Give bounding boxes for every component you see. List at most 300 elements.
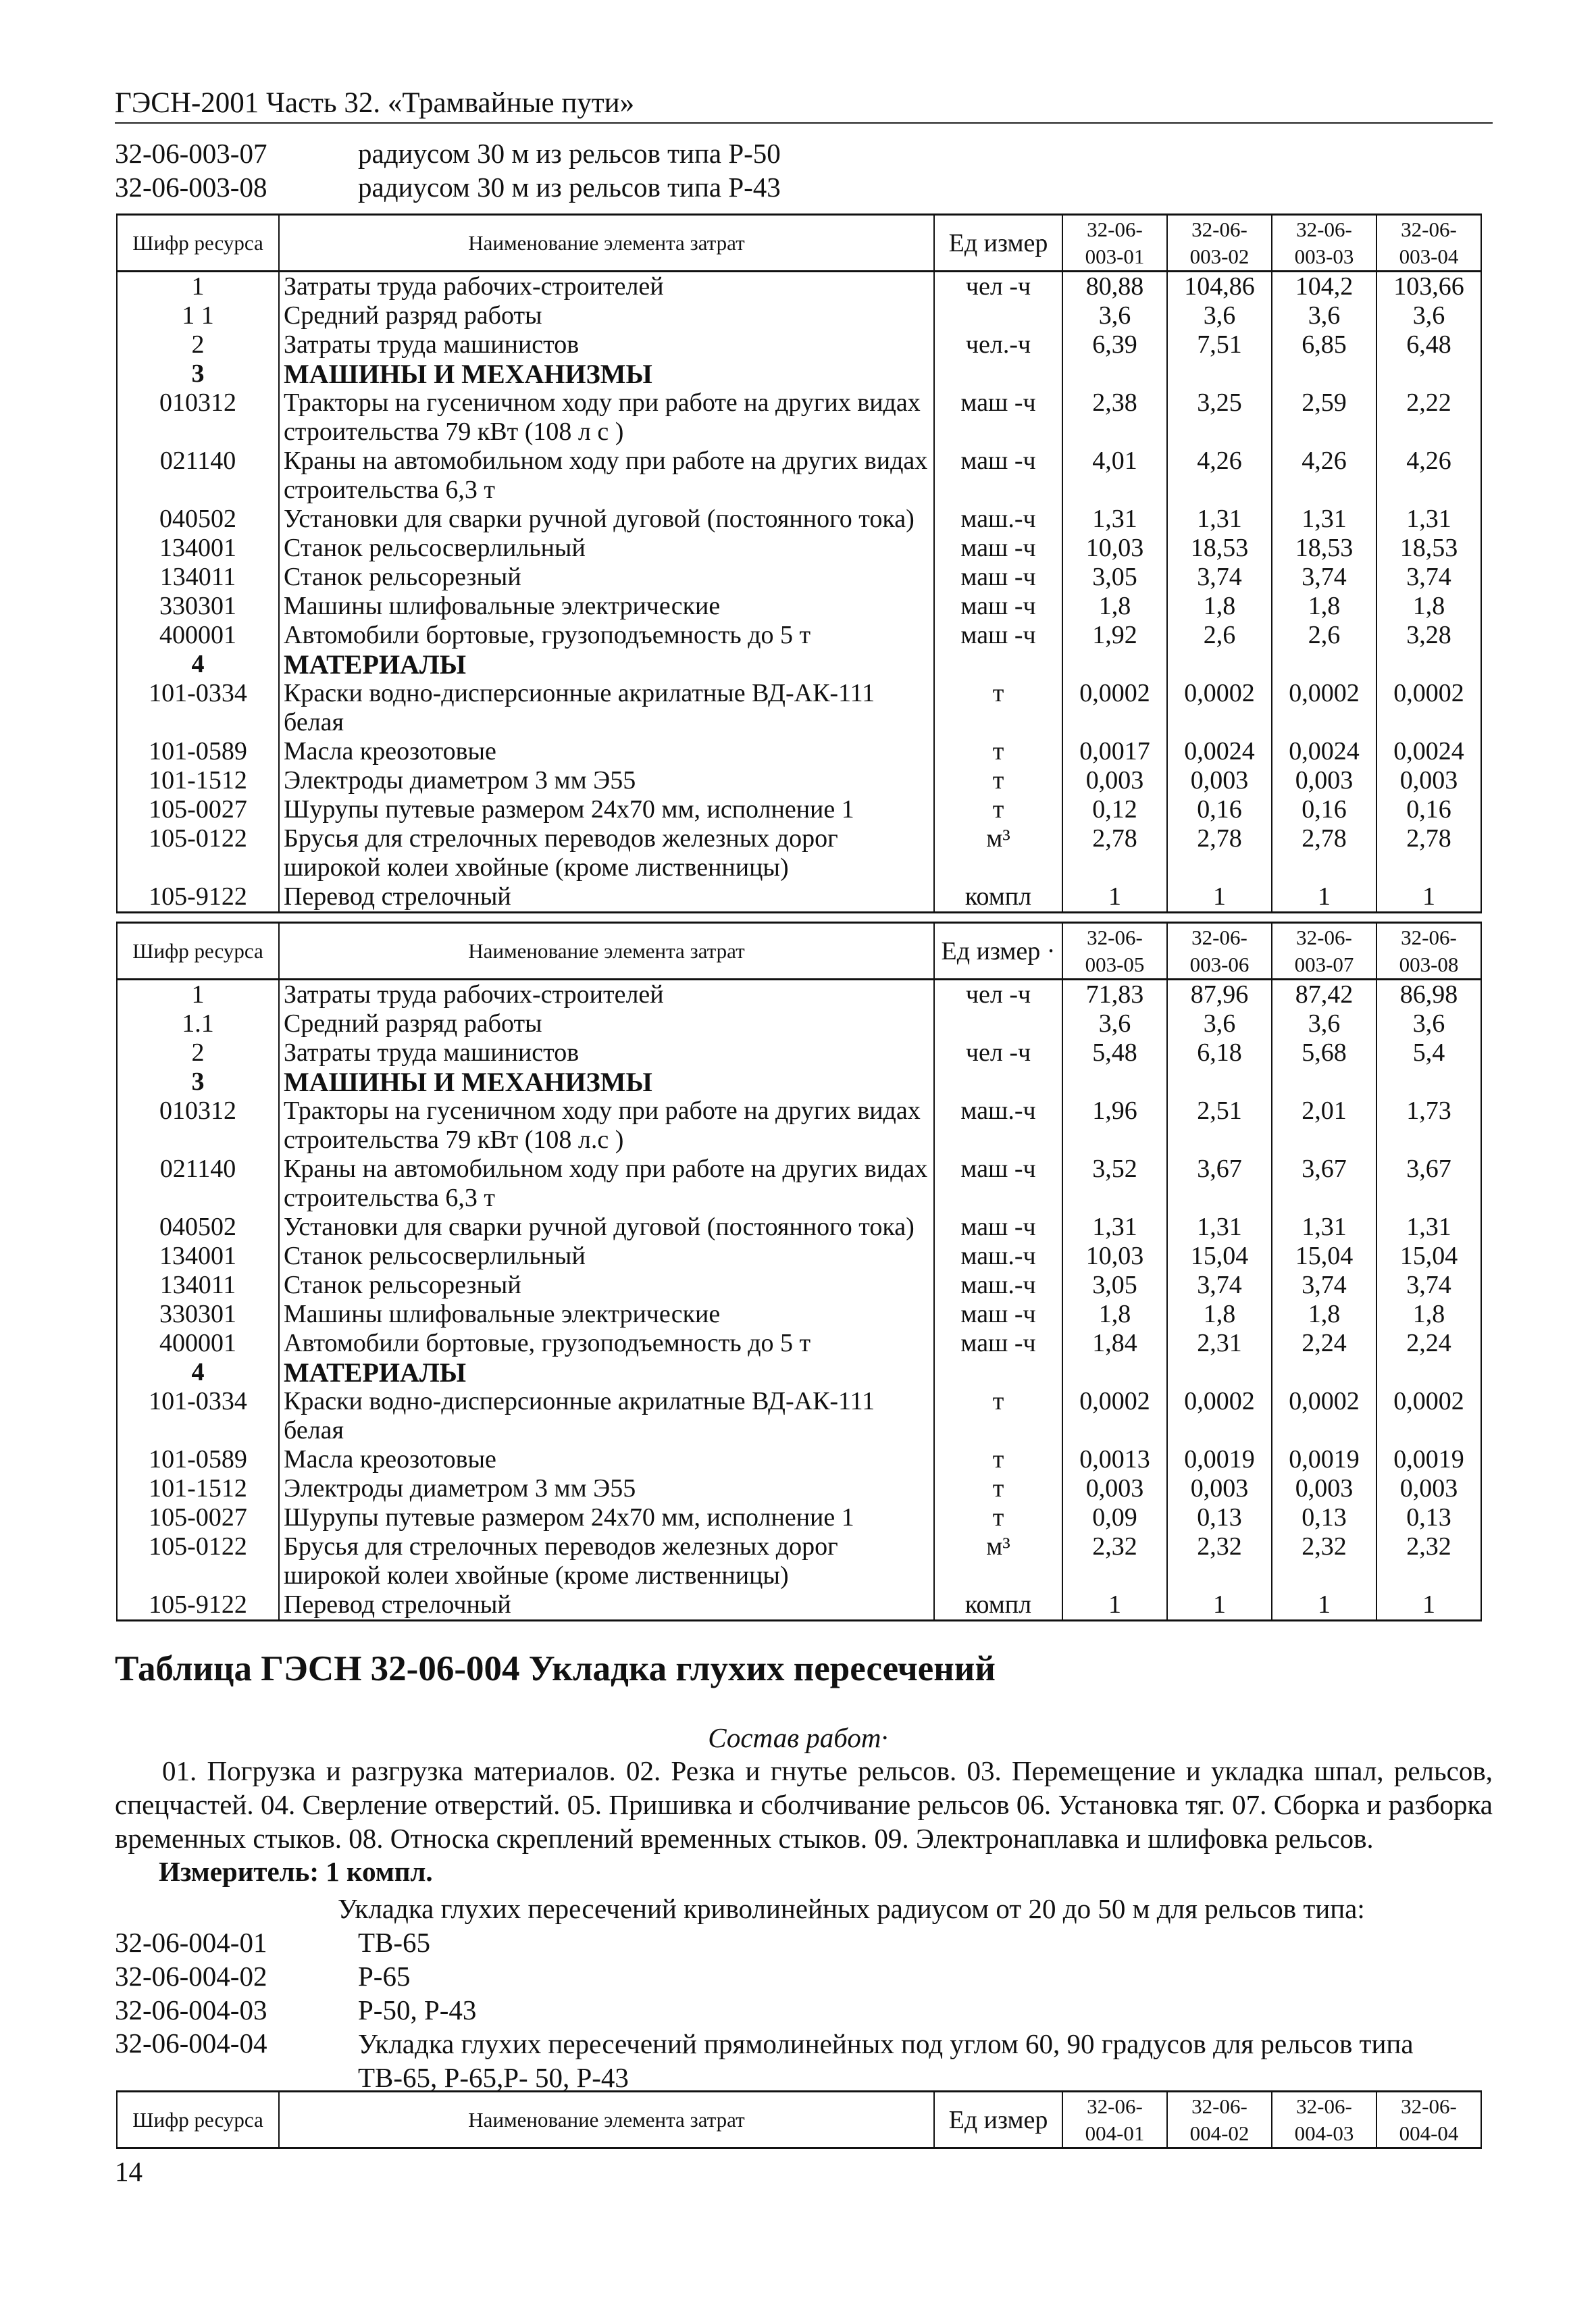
cell-code: 101-0589 (117, 737, 279, 766)
resource-table-1 (116, 213, 1482, 913)
cell-value: 2,51 (1167, 1097, 1272, 1155)
cell-value (1272, 1358, 1376, 1387)
cell-name: Машины шлифовальные электрические (279, 1300, 934, 1329)
section-items (115, 1892, 1499, 2094)
header-norm-code: 32-06- 003-05 (1062, 923, 1167, 980)
cell-value: 2,78 (1272, 824, 1376, 882)
cell-value: 1 (1167, 1590, 1272, 1621)
header-norm-code: 32-06- 003-04 (1376, 215, 1481, 272)
cell-code: 101-0334 (117, 679, 279, 737)
header-norm-code: 32-06- 003-08 (1376, 923, 1481, 980)
cell-unit: м³ (934, 1532, 1062, 1590)
header-name: Наименование элемента затрат (279, 923, 934, 980)
cell-value: 1,8 (1376, 592, 1481, 621)
cell-unit: маш -ч (934, 388, 1062, 447)
cell-code: 105-9122 (117, 1590, 279, 1621)
table-row (117, 1532, 1481, 1590)
cell-code: 134011 (117, 563, 279, 592)
table-row (117, 1387, 1481, 1445)
cell-value: 2,38 (1062, 388, 1167, 447)
cell-value: 1,31 (1167, 505, 1272, 534)
table-row (117, 592, 1481, 621)
table-row (117, 388, 1481, 447)
header-row (117, 923, 1481, 980)
cell-unit: т (934, 1474, 1062, 1503)
cell-value: 1,92 (1062, 621, 1167, 650)
cell-unit: чел -ч (934, 980, 1062, 1010)
cell-name: Автомобили бортовые, грузоподъемность до 5 т (279, 621, 934, 650)
cell-unit: маш -ч (934, 563, 1062, 592)
table-row (117, 795, 1481, 824)
cell-value: 5,48 (1062, 1038, 1167, 1067)
cell-unit: чел -ч (934, 1038, 1062, 1067)
cell-value: 2,6 (1167, 621, 1272, 650)
cell-value: 3,74 (1167, 1271, 1272, 1300)
cell-value: 0,0017 (1062, 737, 1167, 766)
cell-value: 1,8 (1272, 592, 1376, 621)
cell-name: Шурупы путевые размером 24x70 мм, исполнение 1 (279, 795, 934, 824)
resource-table-3 (116, 2090, 1482, 2149)
table-row (117, 1038, 1481, 1067)
cell-value: 1,31 (1062, 1213, 1167, 1242)
cell-value: 1,31 (1062, 505, 1167, 534)
cell-value (1062, 1358, 1167, 1387)
header-unit: Ед измер (934, 2092, 1062, 2148)
cell-value: 2,01 (1272, 1097, 1376, 1155)
cell-value: 86,98 (1376, 980, 1481, 1010)
cell-value: 0,13 (1272, 1503, 1376, 1532)
cell-value: 3,25 (1167, 388, 1272, 447)
header-unit: Ед измер (934, 215, 1062, 272)
cell-name: Станок рельсосверлильный (279, 534, 934, 563)
cell-value: 0,003 (1272, 766, 1376, 795)
cell-value: 15,04 (1376, 1242, 1481, 1271)
table-row (117, 563, 1481, 592)
header-name: Наименование элемента затрат (279, 215, 934, 272)
cell-value: 4,26 (1167, 447, 1272, 505)
table-row (117, 1009, 1481, 1038)
header-row (117, 215, 1481, 272)
cell-unit: маш -ч (934, 621, 1062, 650)
cell-value: 1 (1376, 1590, 1481, 1621)
cell-code: 400001 (117, 1329, 279, 1358)
cell-value: 1,8 (1376, 1300, 1481, 1329)
cell-value: 0,0002 (1167, 679, 1272, 737)
cell-value: 3,74 (1272, 1271, 1376, 1300)
cell-unit: т (934, 795, 1062, 824)
cell-code: 134001 (117, 1242, 279, 1271)
cell-value: 2,31 (1167, 1329, 1272, 1358)
cell-code: 4 (117, 1358, 279, 1387)
cell-value: 1 (1062, 882, 1167, 913)
cell-name: Затраты труда машинистов (279, 330, 934, 359)
table-row (117, 1271, 1481, 1300)
cell-unit: т (934, 1445, 1062, 1474)
cell-value: 0,16 (1272, 795, 1376, 824)
cell-value: 1 (1062, 1590, 1167, 1621)
cell-code: 4 (117, 650, 279, 679)
cell-name: Станок рельсорезный (279, 1271, 934, 1300)
cell-value: 3,6 (1062, 1009, 1167, 1038)
cell-value: 0,003 (1167, 1474, 1272, 1503)
cell-value: 2,32 (1167, 1532, 1272, 1590)
cell-value: 7,51 (1167, 330, 1272, 359)
cell-value: 0,0002 (1376, 1387, 1481, 1445)
cell-value: 2,32 (1062, 1532, 1167, 1590)
cell-name: Брусья для стрелочных переводов железных дорог широкой колеи хвойные (кроме лиственницы) (279, 1532, 934, 1590)
cell-code: 101-0589 (117, 1445, 279, 1474)
cell-code: 010312 (117, 388, 279, 447)
header-norm-code: 32-06- 003-07 (1272, 923, 1376, 980)
cell-unit: маш.-ч (934, 505, 1062, 534)
cell-value: 0,12 (1062, 795, 1167, 824)
cell-name: Средний разряд работы (279, 301, 934, 330)
cell-value: 0,0024 (1272, 737, 1376, 766)
table-row (117, 824, 1481, 882)
cell-code: 021140 (117, 447, 279, 505)
cell-code: 2 (117, 330, 279, 359)
table-row (117, 1155, 1481, 1213)
header-row (117, 2092, 1481, 2148)
cell-value (1167, 650, 1272, 679)
cell-value: 3,6 (1376, 1009, 1481, 1038)
table-row (117, 447, 1481, 505)
cell-value: 0,0019 (1272, 1445, 1376, 1474)
cell-code: 101-1512 (117, 1474, 279, 1503)
cell-value: 0,0002 (1376, 679, 1481, 737)
cell-unit: компл (934, 882, 1062, 913)
cell-name: МАШИНЫ И МЕХАНИЗМЫ (279, 359, 934, 388)
cell-value (1272, 359, 1376, 388)
cell-value (1376, 650, 1481, 679)
cell-value: 3,6 (1272, 1009, 1376, 1038)
cell-unit: маш -ч (934, 447, 1062, 505)
cell-value (1376, 1358, 1481, 1387)
cell-value (1376, 1067, 1481, 1097)
line-text: Укладка глухих пересечений прямолинейных под углом 60, 90 градусов для рельсов типа ТВ-65, Р-65,Р- 50, Р-43 (358, 2028, 1414, 2093)
cell-name: Электроды диаметром 3 мм Э55 (279, 766, 934, 795)
cell-name: Тракторы на гусеничном ходу при работе на других видах строительства 79 кВт (108 л с ) (279, 388, 934, 447)
cell-value: 6,48 (1376, 330, 1481, 359)
cell-code: 2 (117, 1038, 279, 1067)
line-text: радиусом 30 м из рельсов типа Р-50 (358, 138, 781, 169)
table-row (117, 359, 1481, 388)
header-norm-code: 32-06- 004-01 (1062, 2092, 1167, 2148)
cell-value: 3,74 (1272, 563, 1376, 592)
cell-value: 0,0024 (1376, 737, 1481, 766)
cell-code: 010312 (117, 1097, 279, 1155)
cell-value: 87,42 (1272, 980, 1376, 1010)
table-row (117, 1300, 1481, 1329)
cell-value: 1,31 (1376, 505, 1481, 534)
cell-code: 3 (117, 359, 279, 388)
table-row (117, 1445, 1481, 1474)
cell-value: 1,31 (1167, 1213, 1272, 1242)
cell-value: 3,6 (1062, 301, 1167, 330)
table-row (117, 737, 1481, 766)
cell-name: Краски водно-дисперсионные акрилатные ВД-АК-111 белая (279, 1387, 934, 1445)
table-row (117, 505, 1481, 534)
cell-code: 105-0122 (117, 824, 279, 882)
cell-code: 105-0027 (117, 1503, 279, 1532)
table-row (117, 882, 1481, 913)
cell-unit (934, 1009, 1062, 1038)
section-subtitle: Состав работ· (708, 1722, 888, 1753)
cell-unit: маш.-ч (934, 1242, 1062, 1271)
cell-unit: компл (934, 1590, 1062, 1621)
cell-value: 6,85 (1272, 330, 1376, 359)
cell-unit: т (934, 737, 1062, 766)
line-text: радиусом 30 м из рельсов типа Р-43 (358, 172, 781, 203)
line-item (115, 1993, 1499, 2027)
cell-value: 1,73 (1376, 1097, 1481, 1155)
cell-name: Брусья для стрелочных переводов железных дорог широкой колеи хвойные (кроме лиственницы) (279, 824, 934, 882)
cell-code: 040502 (117, 1213, 279, 1242)
cell-value: 71,83 (1062, 980, 1167, 1010)
table-row (117, 766, 1481, 795)
cell-value: 1,31 (1376, 1213, 1481, 1242)
cell-code: 021140 (117, 1155, 279, 1213)
table-row (117, 1358, 1481, 1387)
cell-value: 0,003 (1062, 766, 1167, 795)
cell-code: 330301 (117, 1300, 279, 1329)
cell-name: Автомобили бортовые, грузоподъемность до 5 т (279, 1329, 934, 1358)
cell-code: 3 (117, 1067, 279, 1097)
cell-value: 5,4 (1376, 1038, 1481, 1067)
cell-value: 6,39 (1062, 330, 1167, 359)
cell-code: 040502 (117, 505, 279, 534)
cell-name: Электроды диаметром 3 мм Э55 (279, 1474, 934, 1503)
cell-value: 1,84 (1062, 1329, 1167, 1358)
cell-value: 18,53 (1272, 534, 1376, 563)
works-description: 01. Погрузка и разгрузка материалов. 02. Резка и гнутье рельсов. 03. Перемещение и укладка шпал, рельсов, спецчастей. 04. Сверление отверстий. 05. Пришивка и сболчивание рельсов 06. Установка тяг. 07. Сборка и разборка временных стыков. 08. Относка скреплений временных стыков. 09. Электронаплавка и шлифовка рельсов. (115, 1755, 1493, 1854)
cell-value: 1 (1376, 882, 1481, 913)
cell-value: 2,24 (1376, 1329, 1481, 1358)
cell-code: 101-0334 (117, 1387, 279, 1445)
cell-value: 104,86 (1167, 272, 1272, 302)
cell-value: 103,66 (1376, 272, 1481, 302)
cell-value: 3,67 (1376, 1155, 1481, 1213)
header-code: Шифр ресурса (117, 923, 279, 980)
cell-unit: чел.-ч (934, 330, 1062, 359)
table-row (117, 1329, 1481, 1358)
cell-value: 1,96 (1062, 1097, 1167, 1155)
cell-value: 1,8 (1167, 1300, 1272, 1329)
line-text: Р-50, Р-43 (358, 1994, 477, 2026)
line-code: 32-06-004-03 (115, 1994, 267, 2026)
cell-code: 134001 (117, 534, 279, 563)
cell-value: 3,74 (1167, 563, 1272, 592)
page-number: 14 (115, 2156, 143, 2187)
table-row (117, 1242, 1481, 1271)
table-row (117, 301, 1481, 330)
cell-value: 0,13 (1167, 1503, 1272, 1532)
line-text: ТВ-65 (358, 1927, 431, 1958)
cell-value: 1,8 (1167, 592, 1272, 621)
cell-value: 6,18 (1167, 1038, 1272, 1067)
table-row (117, 1213, 1481, 1242)
cell-value: 0,003 (1167, 766, 1272, 795)
cell-unit: м³ (934, 824, 1062, 882)
cell-value: 4,26 (1272, 447, 1376, 505)
cell-value: 3,28 (1376, 621, 1481, 650)
cell-unit: маш -ч (934, 1155, 1062, 1213)
cell-value: 2,6 (1272, 621, 1376, 650)
cell-value: 0,0002 (1272, 1387, 1376, 1445)
table-row (117, 980, 1481, 1010)
cell-value: 2,78 (1167, 824, 1272, 882)
cell-code: 105-0122 (117, 1532, 279, 1590)
cell-name: Краны на автомобильном ходу при работе на других видах строительства 6,3 т (279, 1155, 934, 1213)
cell-value: 3,05 (1062, 1271, 1167, 1300)
cell-unit: маш.-ч (934, 1271, 1062, 1300)
header-norm-code: 32-06- 003-06 (1167, 923, 1272, 980)
table-row (117, 534, 1481, 563)
cell-unit: т (934, 1387, 1062, 1445)
line-item (115, 1959, 1499, 1993)
cell-name: Краски водно-дисперсионные акрилатные ВД-АК-111 белая (279, 679, 934, 737)
cell-name: Затраты труда рабочих-строителей (279, 272, 934, 302)
cell-name: Установки для сварки ручной дуговой (постоянного тока) (279, 1213, 934, 1242)
cell-unit (934, 1067, 1062, 1097)
cell-value: 3,05 (1062, 563, 1167, 592)
cell-value: 15,04 (1167, 1242, 1272, 1271)
cell-unit: маш -ч (934, 592, 1062, 621)
cell-name: Краны на автомобильном ходу при работе на других видах строительства 6,3 т (279, 447, 934, 505)
cell-value: 3,67 (1167, 1155, 1272, 1213)
table-row (117, 621, 1481, 650)
cell-name: Тракторы на гусеничном ходу при работе на других видах строительства 79 кВт (108 л.с ) (279, 1097, 934, 1155)
cell-value: 80,88 (1062, 272, 1167, 302)
cell-unit: маш -ч (934, 1300, 1062, 1329)
cell-value: 2,32 (1272, 1532, 1376, 1590)
cell-value: 0,0002 (1272, 679, 1376, 737)
cell-value: 1,31 (1272, 505, 1376, 534)
cell-value: 2,32 (1376, 1532, 1481, 1590)
cell-name: Перевод стрелочный (279, 882, 934, 913)
cell-value: 18,53 (1376, 534, 1481, 563)
cell-value (1167, 1067, 1272, 1097)
cell-unit: маш -ч (934, 1213, 1062, 1242)
cell-unit (934, 1358, 1062, 1387)
cell-value: 0,003 (1376, 1474, 1481, 1503)
cell-value: 3,67 (1272, 1155, 1376, 1213)
measure-unit: Измеритель: 1 компл. (159, 1856, 433, 1887)
cell-value: 10,03 (1062, 534, 1167, 563)
table-row (117, 1503, 1481, 1532)
cell-value: 0,0019 (1167, 1445, 1272, 1474)
cell-code: 101-1512 (117, 766, 279, 795)
cell-value: 2,78 (1062, 824, 1167, 882)
cell-value (1062, 1067, 1167, 1097)
section-title: Таблица ГЭСН 32-06-004 Укладка глухих пересечений (115, 1649, 996, 1688)
cell-unit (934, 301, 1062, 330)
cell-value: 0,0002 (1167, 1387, 1272, 1445)
cell-value: 3,6 (1272, 301, 1376, 330)
line-code: 32-06-004-04 (115, 2028, 267, 2059)
line-item (115, 136, 1499, 170)
cell-value: 0,003 (1376, 766, 1481, 795)
cell-name: МАТЕРИАЛЫ (279, 1358, 934, 1387)
line-code: 32-06-003-08 (115, 172, 267, 203)
cell-value (1272, 1067, 1376, 1097)
cell-value: 0,16 (1167, 795, 1272, 824)
cell-unit: маш -ч (934, 1329, 1062, 1358)
cell-unit: маш.-ч (934, 1097, 1062, 1155)
cell-value: 0,0013 (1062, 1445, 1167, 1474)
table-row (117, 1097, 1481, 1155)
table-row (117, 330, 1481, 359)
cell-value: 0,09 (1062, 1503, 1167, 1532)
cell-name: Перевод стрелочный (279, 1590, 934, 1621)
cell-value: 0,003 (1272, 1474, 1376, 1503)
cell-value: 0,003 (1062, 1474, 1167, 1503)
cell-name: Затраты труда машинистов (279, 1038, 934, 1067)
cell-name: Установки для сварки ручной дуговой (постоянного тока) (279, 505, 934, 534)
cell-value: 1,8 (1272, 1300, 1376, 1329)
cell-value: 0,16 (1376, 795, 1481, 824)
cell-value: 0,0019 (1376, 1445, 1481, 1474)
cell-name: МАШИНЫ И МЕХАНИЗМЫ (279, 1067, 934, 1097)
line-item (115, 170, 1499, 204)
cell-value: 2,78 (1376, 824, 1481, 882)
line-text: Р-65 (358, 1961, 411, 1992)
cell-value: 1,8 (1062, 1300, 1167, 1329)
cell-name: Станок рельсорезный (279, 563, 934, 592)
cell-value: 2,22 (1376, 388, 1481, 447)
cell-value (1272, 650, 1376, 679)
cell-value: 0,0002 (1062, 679, 1167, 737)
cell-name: Масла креозотовые (279, 737, 934, 766)
cell-unit (934, 359, 1062, 388)
cell-value (1062, 650, 1167, 679)
cell-value: 5,68 (1272, 1038, 1376, 1067)
line-item (115, 1926, 1499, 1959)
section-intro: Укладка глухих пересечений криволинейных радиусом от 20 до 50 м для рельсов типа: (338, 1893, 1365, 1924)
cell-name: Машины шлифовальные электрические (279, 592, 934, 621)
cell-code: 105-0027 (117, 795, 279, 824)
header-norm-code: 32-06- 003-03 (1272, 215, 1376, 272)
table-row (117, 679, 1481, 737)
cell-value: 1,8 (1062, 592, 1167, 621)
cell-value: 104,2 (1272, 272, 1376, 302)
cell-value: 1 (1272, 882, 1376, 913)
cell-code: 1 (117, 980, 279, 1010)
cell-value (1167, 1358, 1272, 1387)
header-unit: Ед измер · (934, 923, 1062, 980)
cell-value: 3,6 (1167, 301, 1272, 330)
header-norm-code: 32-06- 004-02 (1167, 2092, 1272, 2148)
cell-value (1062, 359, 1167, 388)
header-norm-code: 32-06- 003-02 (1167, 215, 1272, 272)
cell-unit: маш -ч (934, 534, 1062, 563)
header-code: Шифр ресурса (117, 215, 279, 272)
cell-unit: т (934, 679, 1062, 737)
table-row (117, 1474, 1481, 1503)
cell-value: 87,96 (1167, 980, 1272, 1010)
cell-code: 105-9122 (117, 882, 279, 913)
header-code: Шифр ресурса (117, 2092, 279, 2148)
cell-name: Затраты труда рабочих-строителей (279, 980, 934, 1010)
cell-code: 400001 (117, 621, 279, 650)
cell-name: Шурупы путевые размером 24x70 мм, исполнение 1 (279, 1503, 934, 1532)
cell-code: 1.1 (117, 1009, 279, 1038)
cell-value: 2,59 (1272, 388, 1376, 447)
page-header: ГЭСН-2001 Часть 32. «Трамвайные пути» (115, 86, 1493, 124)
cell-value: 15,04 (1272, 1242, 1376, 1271)
cell-value: 4,26 (1376, 447, 1481, 505)
cell-unit: т (934, 1503, 1062, 1532)
